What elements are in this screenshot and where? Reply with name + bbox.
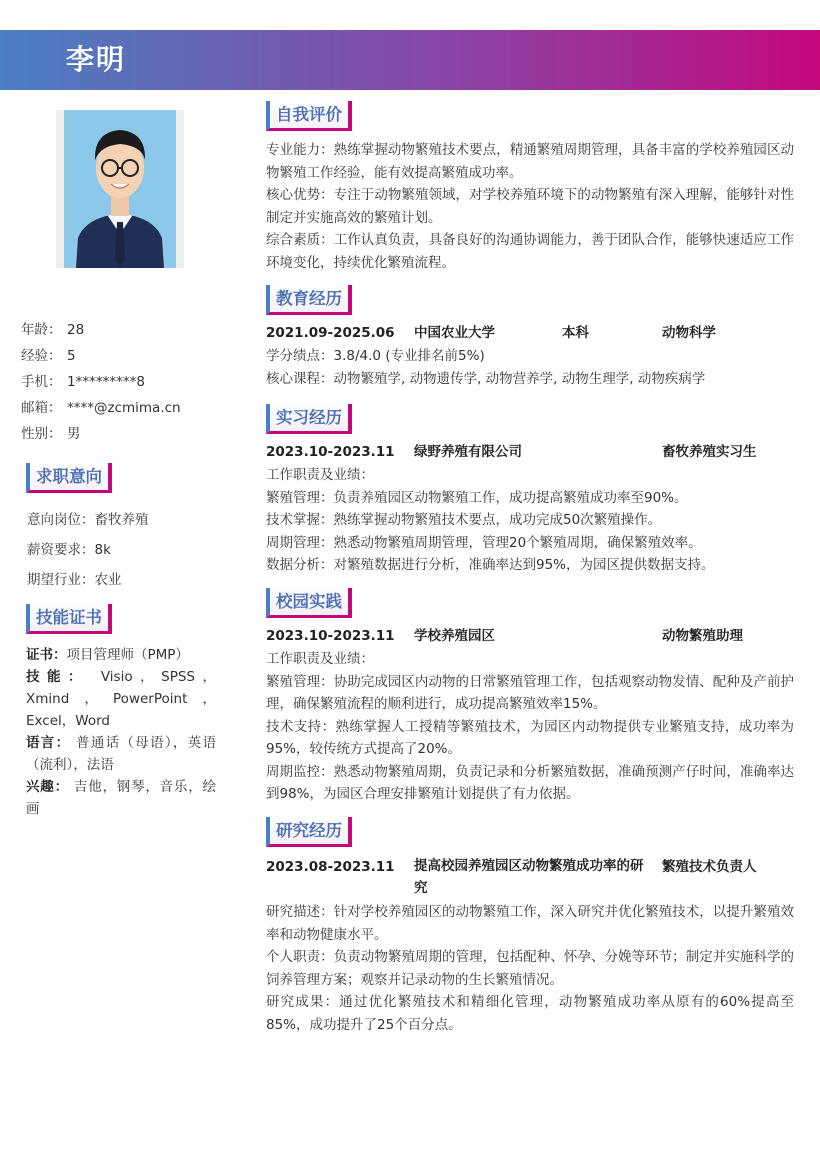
research-date: 2023.08-2023.11 xyxy=(266,859,395,875)
internship-line: 周期管理：熟悉动物繁殖周期管理，管理20个繁殖周期，确保繁殖效率。 xyxy=(266,534,702,551)
education-degree: 本科 xyxy=(562,325,589,341)
info-gender: 性别： 男 xyxy=(21,426,81,442)
internship-company: 绿野养殖有限公司 xyxy=(414,444,522,460)
education-courses: 核心课程：动物繁殖学, 动物遗传学, 动物营养学, 动物生理学, 动物疾病学 xyxy=(266,370,706,387)
section-title-education: 教育经历 xyxy=(266,285,352,315)
campus-line: 技术支持：熟练掌握人工授精等繁殖技术，为园区内动物提供专业繁殖支持，成功率为95%，较传统方式提高了20%。 xyxy=(266,718,794,757)
research-entry-header xyxy=(266,855,794,901)
campus-role: 动物繁殖助理 xyxy=(662,628,743,644)
internship-date: 2023.10-2023.11 xyxy=(266,444,395,460)
self-eval-paragraph: 专业能力：熟练掌握动物繁殖技术要点，精通繁殖周期管理，具备丰富的学校养殖园区动物繁殖工作经验，能有效提高繁殖成功率。 xyxy=(266,142,794,181)
research-line: 研究成果：通过优化繁殖技术和精细化管理，动物繁殖成功率从原有的60%提高至85%，成功提升了25个百分点。 xyxy=(266,994,794,1033)
section-title-job-intent: 求职意向 xyxy=(26,463,112,493)
self-eval-paragraph: 核心优势：专注于动物繁殖领域，对学校养殖环境下的动物繁殖有深入理解，能够针对性制定并实施高效的繁殖计划。 xyxy=(266,187,794,226)
campus-line: 繁殖管理：协助完成园区内动物的日常繁殖管理工作，包括观察动物发情、配种及产前护理，确保繁殖流程的顺利进行，成功提高繁殖效率15%。 xyxy=(266,673,794,712)
info-phone: 手机： 1*********8 xyxy=(21,374,145,390)
education-entry-header xyxy=(266,321,794,345)
internship-entry-header xyxy=(266,440,794,464)
skill-tools: 技能： Visio，SPSS，Xmind，PowerPoint，Excel，Word xyxy=(26,669,217,729)
section-title-internship: 实习经历 xyxy=(266,404,352,434)
research-line: 研究描述：针对学校养殖园区的动物繁殖工作，深入研究并优化繁殖技术，以提升繁殖效率和动物健康水平。 xyxy=(266,904,794,943)
campus-date: 2023.10-2023.11 xyxy=(266,628,395,644)
skill-certificate: 证书：项目管理师（PMP） xyxy=(26,647,189,663)
education-date: 2021.09-2025.06 xyxy=(266,325,395,341)
intent-salary: 薪资要求：8k xyxy=(27,542,111,558)
job-intent-list xyxy=(27,505,227,595)
section-title-skills: 技能证书 xyxy=(26,604,112,634)
internship-section xyxy=(266,440,794,577)
internship-line: 数据分析：对繁殖数据进行分析，准确率达到95%，为园区提供数据支持。 xyxy=(266,557,715,573)
research-role: 繁殖技术负责人 xyxy=(662,859,757,875)
education-section xyxy=(266,321,794,390)
section-title-research: 研究经历 xyxy=(266,817,352,847)
info-email: 邮箱： ****@zcmima.cn xyxy=(21,400,181,416)
skill-interests: 兴趣： 吉他，钢琴，音乐，绘画 xyxy=(26,779,216,817)
internship-role: 畜牧养殖实习生 xyxy=(662,444,757,460)
header-banner xyxy=(0,30,820,90)
self-eval-paragraph: 综合素质：工作认真负责，具备良好的沟通协调能力，善于团队合作，能够快速适应工作环境变化，持续优化繁殖流程。 xyxy=(266,232,794,271)
section-title-campus: 校园实践 xyxy=(266,588,352,618)
candidate-name: 李明 xyxy=(66,43,127,76)
skills-list xyxy=(26,644,216,820)
education-school: 中国农业大学 xyxy=(414,325,495,341)
info-experience: 经验： 5 xyxy=(21,348,76,364)
internship-line: 繁殖管理：负责养殖园区动物繁殖工作，成功提高繁殖成功率至90%。 xyxy=(266,489,688,506)
self-eval-section xyxy=(266,139,794,274)
education-gpa: 学分绩点：3.8/4.0 (专业排名前5%) xyxy=(266,348,485,364)
personal-info-list xyxy=(21,317,221,447)
campus-line: 周期监控：熟悉动物繁殖周期，负责记录和分析繁殖数据，准确预测产仔时间，准确率达到98%，为园区合理安排繁殖计划提供了有力依据。 xyxy=(266,763,794,802)
section-title-self-eval: 自我评价 xyxy=(266,101,352,131)
campus-entry-header xyxy=(266,624,794,648)
campus-section xyxy=(266,624,794,806)
info-age: 年龄： 28 xyxy=(21,322,85,338)
profile-photo xyxy=(64,110,176,268)
intent-industry: 期望行业：农业 xyxy=(27,572,122,588)
campus-line: 工作职责及业绩： xyxy=(266,651,374,667)
campus-org: 学校养殖园区 xyxy=(414,628,495,644)
internship-line: 工作职责及业绩： xyxy=(266,467,374,483)
intent-position: 意向岗位：畜牧养殖 xyxy=(27,512,149,528)
research-project: 提高校园养殖园区动物繁殖成功率的研究 xyxy=(414,858,644,896)
skill-languages: 语言： 普通话（母语），英语（流利），法语 xyxy=(26,735,217,773)
profile-photo-frame xyxy=(56,110,184,268)
portrait-illustration xyxy=(64,110,176,268)
research-section xyxy=(266,855,794,1036)
research-line: 个人职责：负责动物繁殖周期的管理，包括配种、怀孕、分娩等环节；制定并实施科学的饲养管理方案；观察并记录动物的生长繁殖情况。 xyxy=(266,949,794,988)
education-major: 动物科学 xyxy=(662,325,716,341)
internship-line: 技术掌握：熟练掌握动物繁殖技术要点，成功完成50次繁殖操作。 xyxy=(266,512,662,528)
